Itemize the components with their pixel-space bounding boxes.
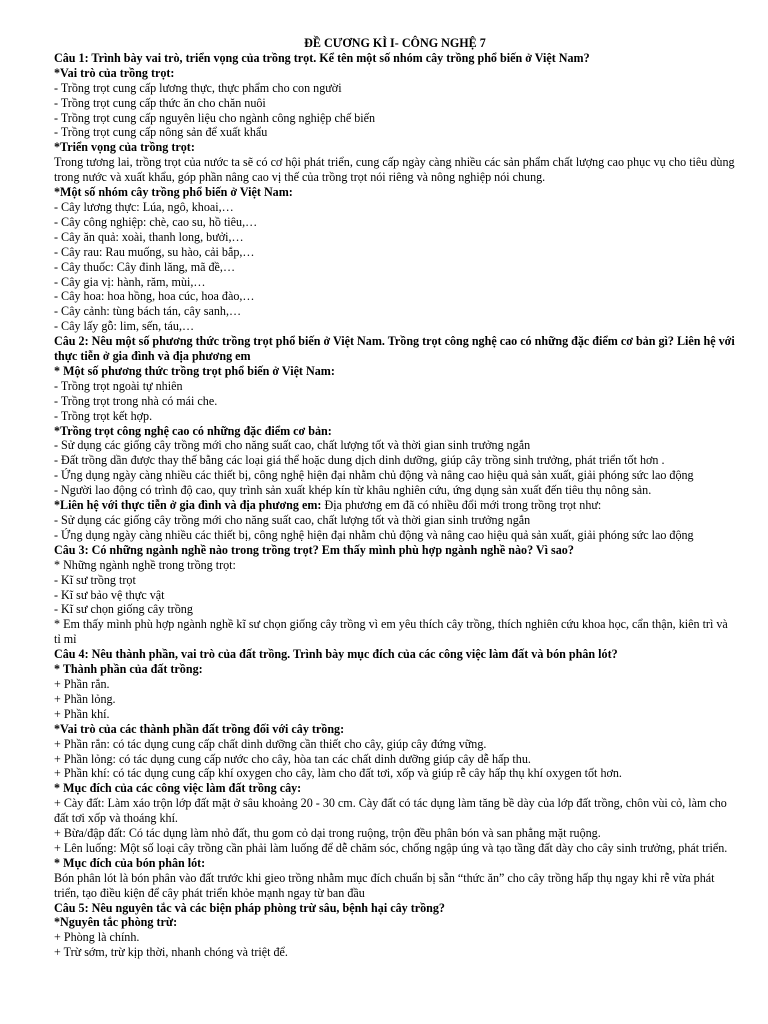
text-line <box>54 125 736 140</box>
line-text: *Trồng trọt công nghệ cao có những đặc điểm cơ bản: <box>54 423 332 438</box>
text-line <box>54 155 736 185</box>
line-text: - Cây lấy gỗ: lim, sến, táu,… <box>54 319 195 334</box>
text-line <box>54 513 736 528</box>
line-text: - Cây ăn quả: xoài, thanh long, bưởi,… <box>54 229 244 244</box>
heading-line <box>54 856 736 871</box>
text-line <box>54 111 736 126</box>
heading-line <box>54 901 736 916</box>
line-text: * Một số phương thức trồng trọt phổ biến ở Việt Nam: <box>54 363 335 378</box>
line-text: * Mục đích của các công việc làm đất trồng cây: <box>54 781 302 796</box>
line-text: - Cây thuốc: Cây đinh lăng, mã đề,… <box>54 259 236 274</box>
text-line <box>54 945 736 960</box>
heading-line <box>54 364 736 379</box>
line-text: - Ứng dụng ngày càng nhiều các thiết bị, công nghệ hiện đại nhằm chủ động và nâng cao hiệu quả sản xuất, giải phóng sức lao động <box>54 468 694 483</box>
text-line <box>54 215 736 230</box>
text-line <box>54 692 736 707</box>
line-text: + Phần khí. <box>54 706 110 721</box>
line-text: *Nguyên tắc phòng trừ: <box>54 915 178 930</box>
line-text: - Sử dụng các giống cây trồng mới cho năng suất cao, chất lượng tốt và thời gian sinh trưởng ngắn <box>54 513 531 527</box>
heading-line <box>54 915 736 930</box>
heading-line <box>54 334 736 364</box>
line-text: *Vai trò của trồng trọt: <box>54 65 175 80</box>
text-line <box>54 841 736 856</box>
line-text: *Triển vọng của trồng trọt: <box>54 140 195 155</box>
text-line <box>54 573 736 588</box>
text-line <box>54 752 736 767</box>
line-text: Câu 1: Trình bày vai trò, triển vọng của trồng trọt. Kể tên một số nhóm cây trồng phổ biến ở Việt Nam? <box>54 50 590 65</box>
line-text: Câu 4: Nêu thành phần, vai trò của đất trồng. Trình bày mục đích của các công việc làm đất và bón phân lót? <box>54 647 618 662</box>
text-line <box>54 96 736 111</box>
line-text: Câu 2: Nêu một số phương thức trồng trọt phổ biến ở Việt Nam. Trồng trọt công nghệ cao có những đặc điểm cơ bản gì? Liên hệ với thực tiễn ở gia đình và địa phương em <box>54 334 735 364</box>
text-line <box>54 796 736 826</box>
text-line <box>54 677 736 692</box>
heading-line <box>54 781 736 796</box>
line-text: Câu 5: Nêu nguyên tắc và các biện pháp phòng trừ sâu, bệnh hại cây trồng? <box>54 900 445 915</box>
document-body <box>54 51 736 960</box>
line-text: - Sử dụng các giống cây trồng mới cho năng suất cao, chất lượng tốt và thời gian sinh trưởng ngắn <box>54 438 531 453</box>
document-title: ĐỀ CƯƠNG KÌ I- CÔNG NGHỆ 7 <box>304 36 486 50</box>
line-text: + Trừ sớm, trừ kịp thời, nhanh chóng và triệt để. <box>54 945 288 960</box>
heading-line <box>54 140 736 155</box>
text-line <box>54 617 736 647</box>
line-text: - Đất trồng dần được thay thế bằng các loại giá thể hoặc dung dịch dinh dưỡng, giúp cây trồng sinh trưởng, phát triển tốt hơn . <box>54 453 665 468</box>
heading-line <box>54 722 736 737</box>
heading-line <box>54 498 736 513</box>
line-text: + Phần rắn: có tác dụng cung cấp chất dinh dưỡng cần thiết cho cây, giúp cây đứng vững. <box>54 736 487 751</box>
line-text: - Trồng trọt cung cấp thức ăn cho chăn nuôi <box>54 95 266 110</box>
line-text-rest: Địa phương em đã có nhiều đổi mới trong trồng trọt như: <box>321 498 602 513</box>
text-line <box>54 602 736 617</box>
line-text: Câu 3: Có những ngành nghề nào trong trồng trọt? Em thấy mình phù hợp ngành nghề nào? Vì sao? <box>54 542 574 557</box>
heading-line <box>54 662 736 677</box>
line-text: + Cày đất: Làm xáo trộn lớp đất mặt ở sâu khoảng 20 - 30 cm. Cày đất có tác dụng làm tăng bề dày của lớp đất trồng, chôn vùi cỏ, làm cho đất tơi xốp và thoáng khí. <box>54 796 727 826</box>
line-text: * Thành phần của đất trồng: <box>54 662 203 677</box>
text-line <box>54 588 736 603</box>
line-text: - Trồng trọt trong nhà có mái che. <box>54 393 218 408</box>
heading-line <box>54 424 736 439</box>
text-line <box>54 528 736 543</box>
line-text: - Cây hoa: hoa hồng, hoa cúc, hoa đào,… <box>54 289 255 304</box>
text-line <box>54 453 736 468</box>
line-text: - Cây rau: Rau muống, su hào, cải bắp,… <box>54 244 255 259</box>
line-text: - Người lao động có trình độ cao, quy trình sản xuất khép kín từ khâu nghiên cứu, ứng dụng sản xuất đến tiêu thụ nông sản. <box>54 483 652 498</box>
line-text: - Kĩ sư trồng trọt <box>54 572 136 587</box>
text-line <box>54 707 736 722</box>
text-line <box>54 737 736 752</box>
text-line <box>54 438 736 453</box>
line-text: Trong tương lai, trồng trọt của nước ta sẽ có cơ hội phát triển, cung cấp ngày càng nhiều các sản phẩm chất lượng cao phục vụ cho tiêu dùng trong nước và xuất khẩu, góp phần nâng cao vị thế của trồng trọt nói riêng và nông nghiệp nói chung. <box>54 155 735 185</box>
line-text: - Trồng trọt cung cấp nông sản để xuất khẩu <box>54 125 268 140</box>
line-text: *Một số nhóm cây trồng phổ biến ở Việt Nam: <box>54 185 293 200</box>
text-line <box>54 826 736 841</box>
line-text: + Phần lỏng: có tác dụng cung cấp nước cho cây, hòa tan các chất dinh dưỡng giúp cây dễ hấp thu. <box>54 751 531 766</box>
heading-line <box>54 543 736 558</box>
line-text: * Những ngành nghề trong trồng trọt: <box>54 557 236 572</box>
text-line <box>54 483 736 498</box>
line-text: - Cây gia vị: hành, răm, mùi,… <box>54 274 206 289</box>
line-text: Bón phân lót là bón phân vào đất trước khi gieo trồng nhằm mục đích chuẩn bị sẵn “thức ăn” cho cây trồng hấp thụ ngay khi rễ vừa phát triển, tạo điều kiện để cây phát triển khỏe mạnh ngay từ ban đầu <box>54 870 715 900</box>
line-text: - Trồng trọt ngoài tự nhiên <box>54 378 183 393</box>
line-text: + Phần rắn. <box>54 676 110 691</box>
text-line <box>54 304 736 319</box>
text-line <box>54 230 736 245</box>
line-text: *Liên hệ với thực tiễn ở gia đình và địa phương em: <box>54 498 322 513</box>
text-line <box>54 200 736 215</box>
line-text: - Ứng dụng ngày càng nhiều các thiết bị, công nghệ hiện đại nhằm chủ động và nâng cao hiệu quả sản xuất, giải phóng sức lao động <box>54 527 694 542</box>
line-text: - Cây lương thực: Lúa, ngô, khoai,… <box>54 199 234 214</box>
text-line <box>54 379 736 394</box>
line-text: - Kĩ sư chọn giống cây trồng <box>54 602 193 617</box>
line-text: + Bừa/đập đất: Có tác dụng làm nhỏ đất, thu gom cỏ dại trong ruộng, trộn đều phân bón và san phẳng mặt ruộng. <box>54 826 601 841</box>
line-text: - Trồng trọt cung cấp lương thực, thực phẩm cho con người <box>54 80 342 95</box>
text-line <box>54 394 736 409</box>
line-text: + Lên luống: Một số loại cây trồng cần phải làm luống để dễ chăm sóc, chống ngập úng và tạo tầng đất dày cho cây sinh trưởng, phát triển. <box>54 840 728 855</box>
heading-line <box>54 185 736 200</box>
line-text: + Phòng là chính. <box>54 930 140 945</box>
line-text: * Em thấy mình phù hợp ngành nghề kĩ sư chọn giống cây trồng vì em yêu thích cây trồng, thích nghiên cứu khoa học, cẩn thận, kiên trì và tỉ mỉ <box>54 617 728 647</box>
line-text: - Trồng trọt kết hợp. <box>54 408 153 423</box>
text-line <box>54 871 736 901</box>
text-line <box>54 558 736 573</box>
heading-line <box>54 51 736 66</box>
text-line <box>54 289 736 304</box>
line-text: - Cây cảnh: tùng bách tán, cây sanh,… <box>54 304 242 319</box>
line-text: + Phần khí: có tác dụng cung cấp khí oxygen cho cây, làm cho đất tơi, xốp và giúp rễ cây hấp thụ khí oxygen tốt hơn. <box>54 766 622 781</box>
line-text: + Phần lỏng. <box>54 691 116 706</box>
text-line <box>54 409 736 424</box>
text-line <box>54 260 736 275</box>
line-text: - Trồng trọt cung cấp nguyên liệu cho ngành công nghiệp chế biến <box>54 110 376 125</box>
text-line <box>54 319 736 334</box>
heading-line <box>54 647 736 662</box>
line-text: - Kĩ sư bảo vệ thực vật <box>54 587 165 602</box>
text-line <box>54 245 736 260</box>
line-text: *Vai trò của các thành phần đất trồng đối với cây trồng: <box>54 721 345 736</box>
text-line <box>54 275 736 290</box>
line-text: - Cây công nghiệp: chè, cao su, hồ tiêu,… <box>54 214 258 229</box>
heading-line <box>54 66 736 81</box>
line-text: * Mục đích của bón phân lót: <box>54 855 206 870</box>
text-line <box>54 766 736 781</box>
text-line <box>54 930 736 945</box>
text-line <box>54 81 736 96</box>
text-line <box>54 468 736 483</box>
